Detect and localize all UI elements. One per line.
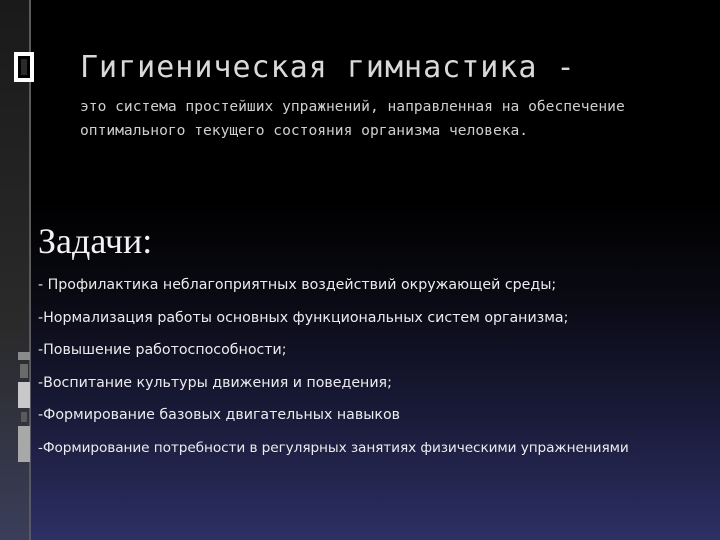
- definition-text: это система простейших упражнений, направленная на обеспечение оптимального текущего состояния организма человека.: [80, 98, 625, 139]
- task-item: -Формирование потребности в регулярных занятиях физическими упражнениями: [38, 439, 629, 456]
- title-bullet-icon: [14, 52, 34, 82]
- task-item: - Профилактика неблагоприятных воздействий окружающей среды;: [38, 277, 557, 293]
- side-decoration-icon: [18, 352, 30, 462]
- task-item: -Формирование базовых двигательных навыков: [38, 407, 401, 423]
- tasks-heading: Задачи:: [38, 221, 153, 261]
- task-item: -Повышение работоспособности;: [38, 342, 287, 358]
- task-item: -Нормализация работы основных функциональных систем организма;: [38, 309, 569, 326]
- task-item: -Воспитание культуры движения и поведения;: [38, 374, 392, 391]
- slide-title: Гигиеническая гимнастика -: [80, 50, 576, 85]
- task-list: [38, 274, 718, 469]
